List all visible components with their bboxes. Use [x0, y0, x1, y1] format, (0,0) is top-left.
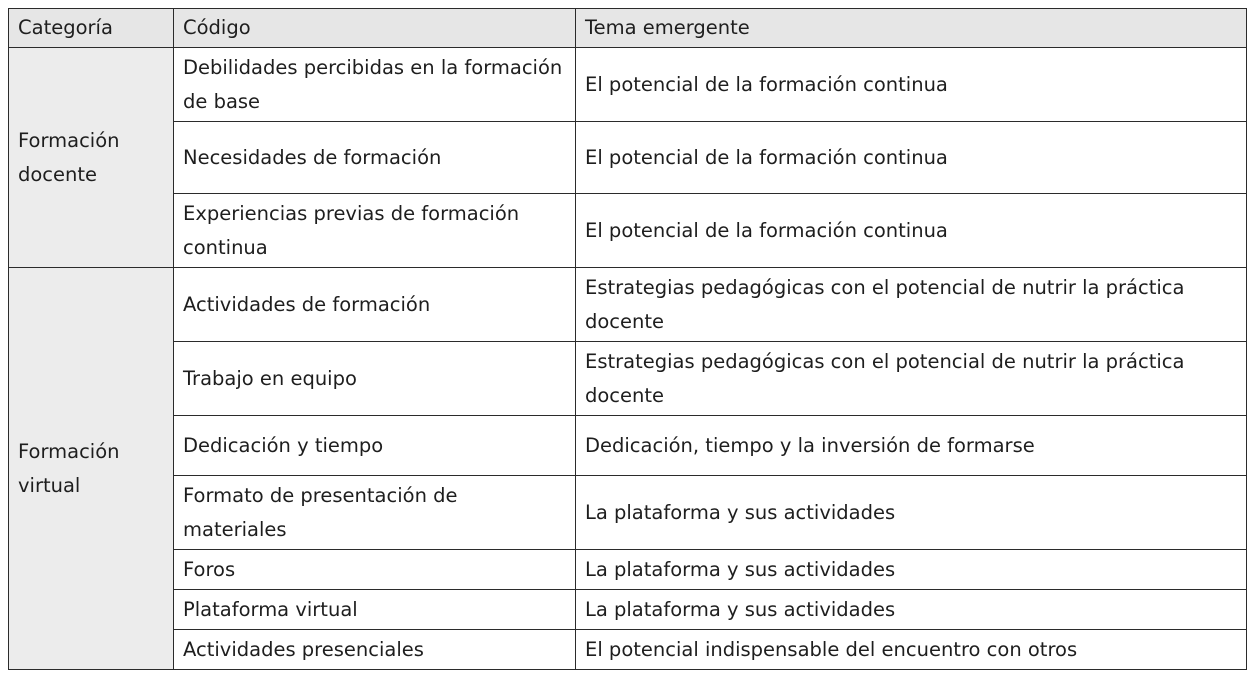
- theme-cell: Dedicación, tiempo y la inversión de formarse: [576, 416, 1247, 476]
- category-cell: Formación virtual: [9, 268, 174, 670]
- theme-cell: La plataforma y sus actividades: [576, 550, 1247, 590]
- table-row: [9, 48, 1247, 122]
- results-table: [8, 8, 1247, 670]
- theme-cell: El potencial de la formación continua: [576, 122, 1247, 194]
- table-row: [9, 590, 1247, 630]
- theme-cell: La plataforma y sus actividades: [576, 590, 1247, 630]
- table-row: [9, 630, 1247, 670]
- table-header: [9, 9, 1247, 48]
- code-cell: Dedicación y tiempo: [174, 416, 576, 476]
- code-cell: Debilidades percibidas en la formación de base: [174, 48, 576, 122]
- code-cell: Formato de presentación de materiales: [174, 476, 576, 550]
- table-row: [9, 268, 1247, 342]
- table-body: [9, 48, 1247, 670]
- code-cell: Foros: [174, 550, 576, 590]
- header-row: [9, 9, 1247, 48]
- theme-cell: La plataforma y sus actividades: [576, 476, 1247, 550]
- table-row: [9, 550, 1247, 590]
- code-cell: Actividades de formación: [174, 268, 576, 342]
- code-cell: Necesidades de formación: [174, 122, 576, 194]
- document-page: [8, 8, 1246, 670]
- code-cell: Plataforma virtual: [174, 590, 576, 630]
- header-categoria: Categoría: [9, 9, 174, 48]
- table-row: [9, 476, 1247, 550]
- header-codigo: Código: [174, 9, 576, 48]
- table-row: [9, 342, 1247, 416]
- category-cell: Formación docente: [9, 48, 174, 268]
- theme-cell: Estrategias pedagógicas con el potencial de nutrir la práctica docente: [576, 268, 1247, 342]
- table-row: [9, 122, 1247, 194]
- header-tema-emergente: Tema emergente: [576, 9, 1247, 48]
- table-row: [9, 194, 1247, 268]
- theme-cell: El potencial de la formación continua: [576, 194, 1247, 268]
- code-cell: Actividades presenciales: [174, 630, 576, 670]
- table-row: [9, 416, 1247, 476]
- theme-cell: Estrategias pedagógicas con el potencial de nutrir la práctica docente: [576, 342, 1247, 416]
- code-cell: Experiencias previas de formación continua: [174, 194, 576, 268]
- theme-cell: El potencial indispensable del encuentro con otros: [576, 630, 1247, 670]
- theme-cell: El potencial de la formación continua: [576, 48, 1247, 122]
- code-cell: Trabajo en equipo: [174, 342, 576, 416]
